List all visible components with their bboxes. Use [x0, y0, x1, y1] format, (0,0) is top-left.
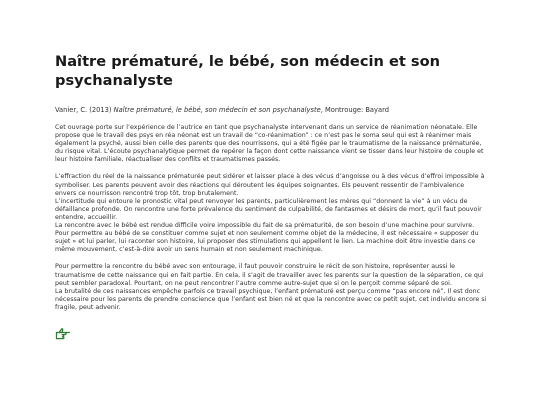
paragraph-block-1 [55, 124, 487, 164]
citation-publisher: , Montrouge: Bayard [320, 106, 389, 114]
paragraph: Pour permettre la rencontre du bébé avec son entourage, il faut pouvoir construire le récit de son histoire, représenter aussi le traumatisme de cette naissance qui en fait partie. En cela, il s’agit de travailler avec les parents sur la question de la séparation, ce qui peut sembler paradoxal. Pourtant, on ne peut rencontrer l’autre comme autre-sujet que si on le perçoit comme séparé de soi. [55, 263, 484, 287]
paragraph-block-2 [55, 173, 487, 254]
citation [55, 106, 487, 115]
paragraph: L’incertitude qui entoure le pronostic vital peut renvoyer les parents, particulièrement les mères qui “donnent la vie” à un vécu de défaillance profonde. On rencontre une forte prévalence du sentiment de culpabilité, de fantasmes et désirs de mort, qu’il faut pouvoir entendre, accueillir. [55, 197, 482, 221]
paragraph-block-3 [55, 263, 487, 312]
paragraph: Cet ouvrage porte sur l’expérience de l’autrice en tant que psychanalyste intervenant dans un service de réanimation néonatale. Elle propose que le travail des psys en réa néonat est un travail de “co-réanimation” : ce n’est pas le soma seul qui est à réanimer mais également la psyché, aussi bien celle des parents que des nourrissons, qui a été figée par le traumatisme de la naissance prématurée, du risque vital. L’écoute psychanalytique permet de repérer la façon dont cette naissance vient se tisser dans leur histoire de couple et leur histoire familiale, réactualiser des conflits et traumatismes passés. [55, 124, 484, 164]
article [55, 52, 487, 340]
paragraph: La rencontre avec le bébé est rendue difficile voire impossible du fait de sa prématurité, de son besoin d’une machine pour survivre. Pour permettre au bébé de se constituer comme sujet et non seulement comme objet de la médecine, il est nécessaire « supposer du sujet » et lui parler, lui raconter son histoire, lui proposer des stimulations qui appellent le lien. La machine doit être investie dans ce même mouvement, c’est-à-dire avoir un sens humain et non seulement machinique. [55, 222, 479, 254]
citation-authors: Vanier, C. (2013) [55, 106, 114, 114]
citation-book-title: Naître prématuré, le bébé, son médecin et son psychanalyste [113, 106, 321, 114]
hand-pointer-icon[interactable] [55, 326, 71, 340]
page-title: Naître prématuré, le bébé, son médecin et son psychanalyste [55, 53, 441, 89]
paragraph: La brutalité de ces naissances empêche parfois ce travail psychique, l’enfant prématuré est perçu comme “pas encore né”. Il est donc nécessaire pour les parents de prendre conscience que l’enfant est bien né et que la rencontre avec ce petit sujet, cet individu encore si fragile, peut advenir. [55, 287, 487, 311]
paragraph: L’effraction du réel de la naissance prématurée peut sidérer et laisser place à des vécus d’angoisse ou à des vécus d’effroi impossible à symboliser. Les parents peuvent avoir des réactions qui déroutent les équipes soignantes. Els peuvent ressentir de l’ambivalence envers ce nourrisson rencontré trop tôt, trop brutalement. [55, 173, 485, 197]
